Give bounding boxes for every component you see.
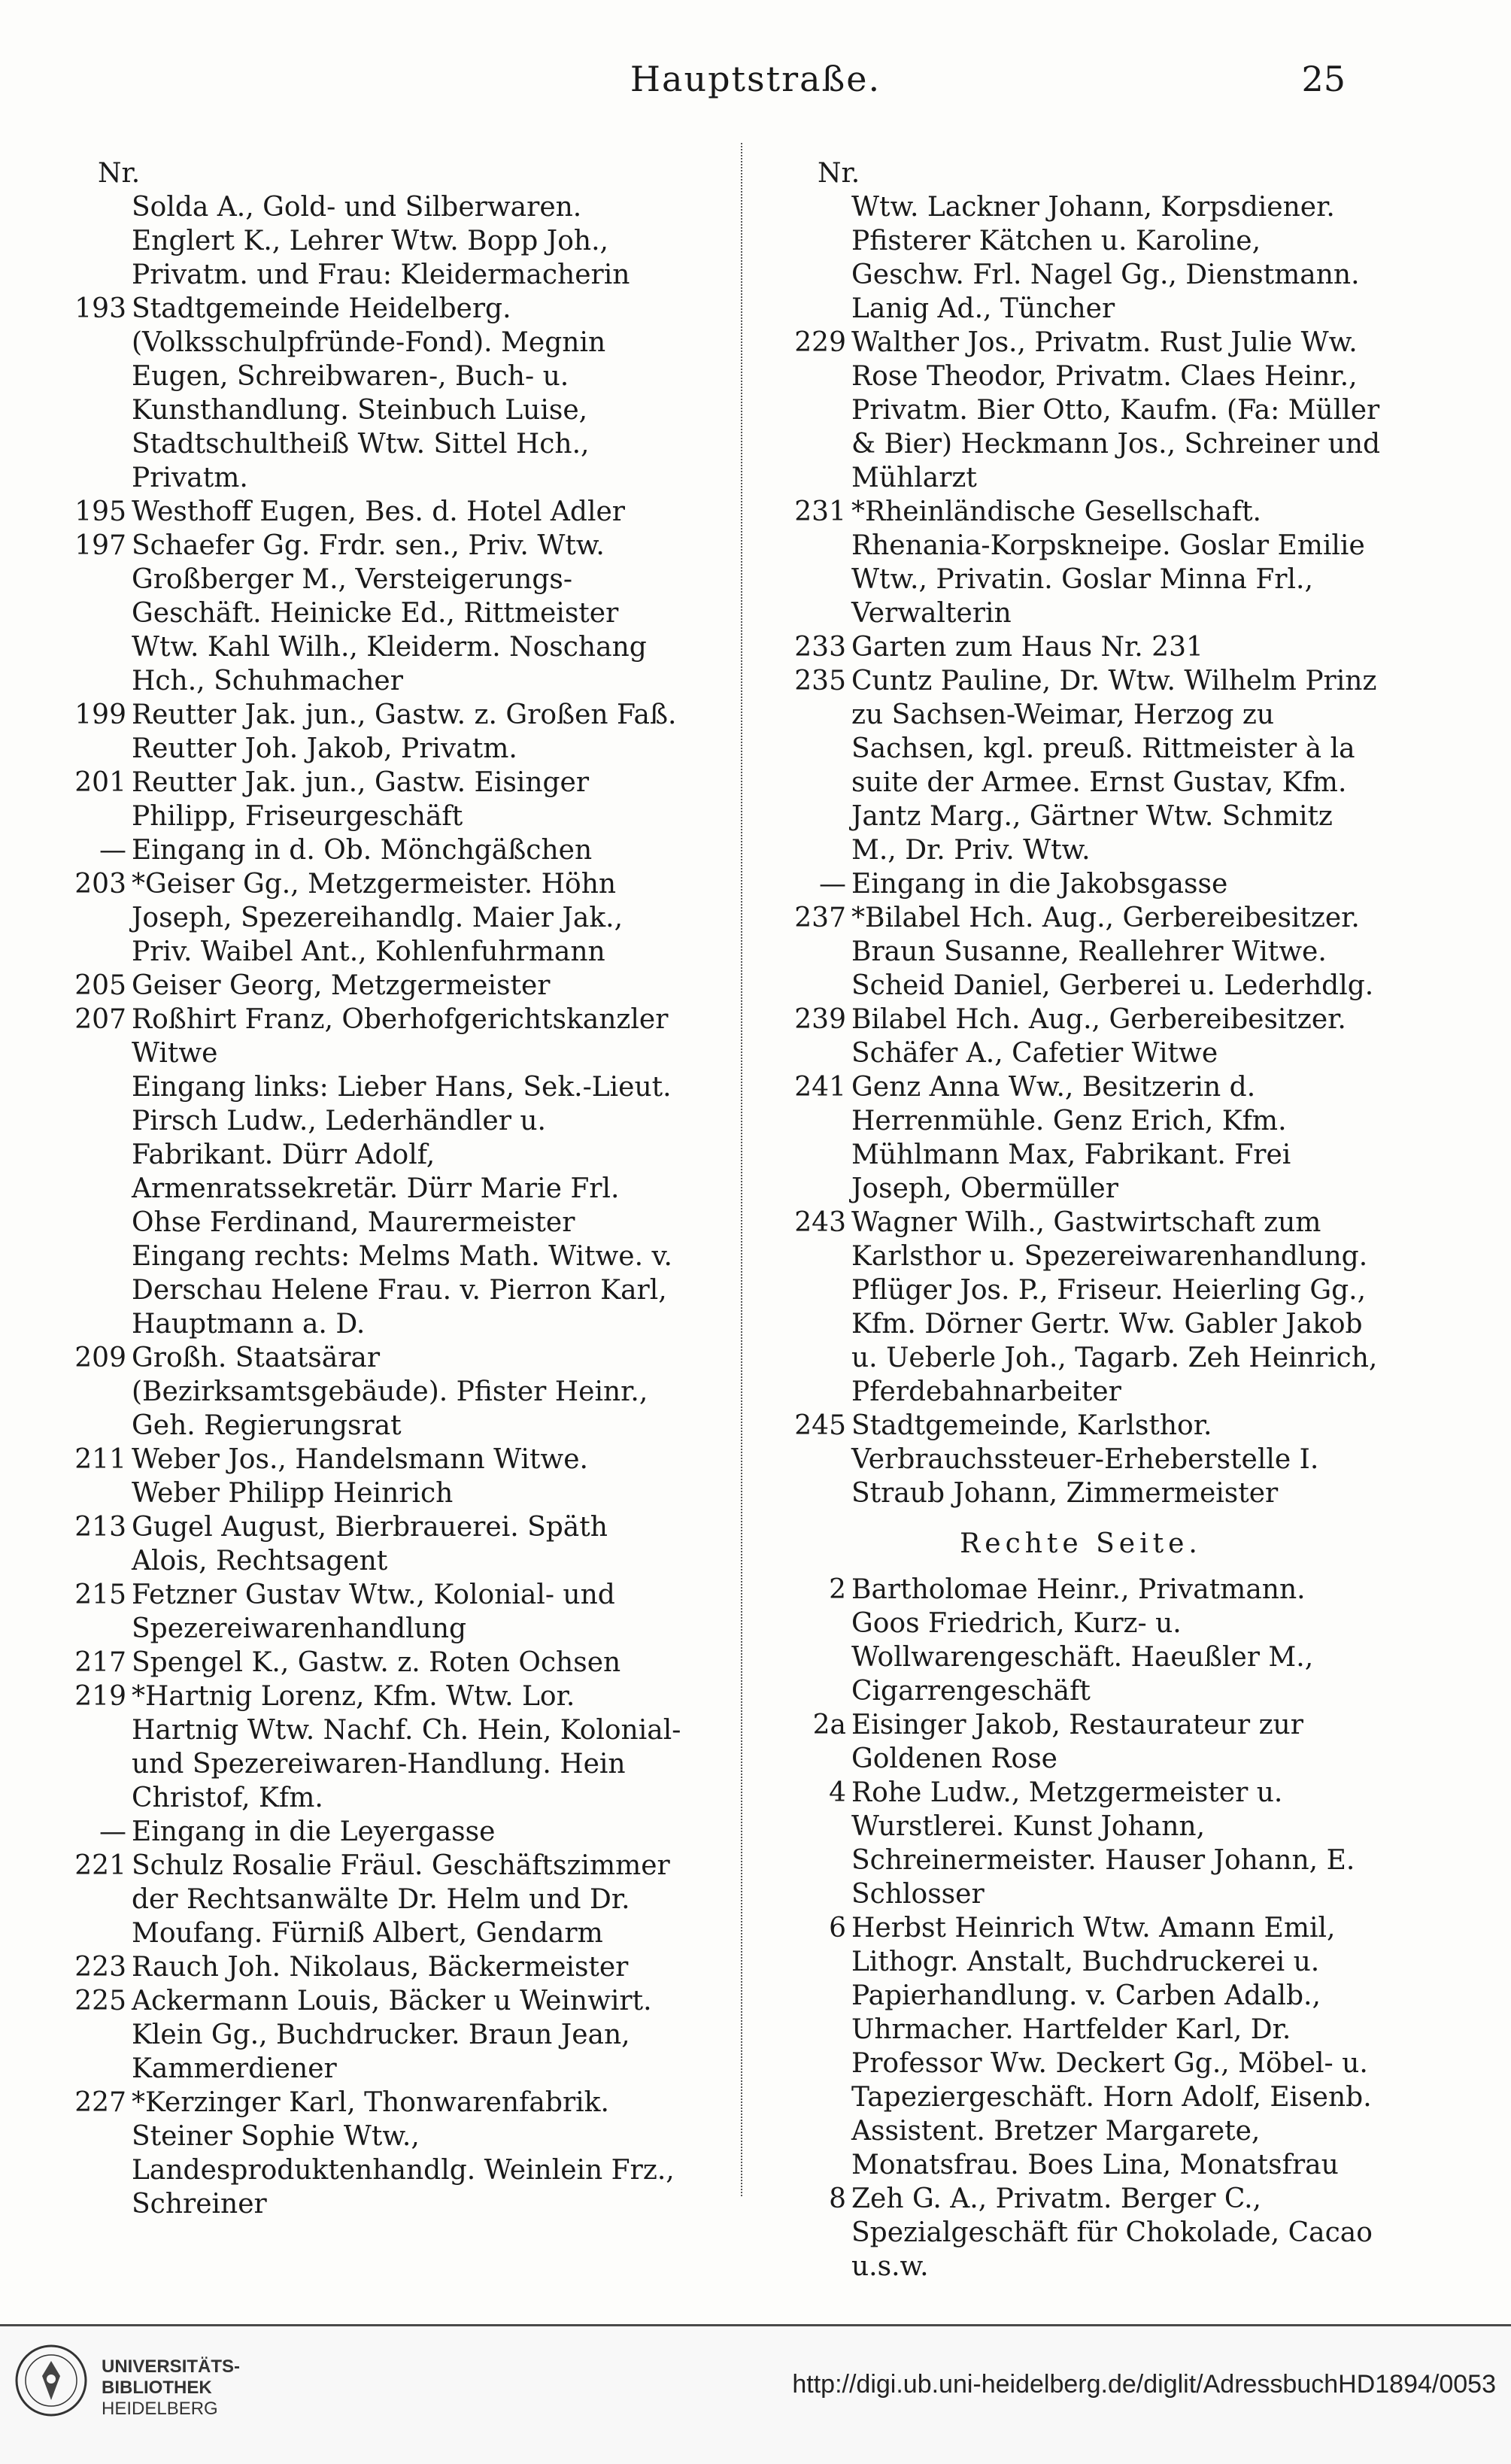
directory-entry bbox=[780, 1573, 1382, 1708]
house-number: 211 bbox=[74, 1444, 126, 1475]
house-number: 2a bbox=[812, 1710, 846, 1740]
directory-entry bbox=[780, 495, 1382, 630]
house-number: 239 bbox=[794, 1004, 846, 1035]
house-number: 209 bbox=[74, 1343, 126, 1373]
left-entries bbox=[60, 190, 684, 2221]
directory-entry bbox=[780, 1776, 1382, 1911]
entry-text: Bartholomae Heinr., Privatmann. Goos Friedrich, Kurz- u. Wollwarengeschäft. Haeußler M., Cigarrengeschäft bbox=[851, 1574, 1314, 1707]
house-number: 213 bbox=[74, 1512, 126, 1543]
entry-text: *Kerzinger Karl, Thonwarenfabrik. Steiner Sophie Wtw., Landesproduktenhandlg. Weinlein Frz., Schreiner bbox=[132, 2087, 675, 2220]
directory-entry bbox=[60, 1950, 684, 1984]
entry-text: Zeh G. A., Privatm. Berger C., Spezialgeschäft für Chokolade, Cacao u.s.w. bbox=[851, 2183, 1373, 2282]
entry-text: Eisinger Jakob, Restaurateur zur Goldenen Rose bbox=[851, 1710, 1303, 1774]
entry-text: Schulz Rosalie Fräul. Geschäftszimmer der Rechtsanwälte Dr. Helm und Dr. Moufang. Fürniß Albert, Gendarm bbox=[132, 1850, 670, 1949]
entry-text: Cuntz Pauline, Dr. Wtw. Wilhelm Prinz zu Sachsen-Weimar, Herzog zu Sachsen, kgl. preuß. Rittmeister à la suite der Armee. Ernst Gustav, Kfm. Jantz Marg., Gärtner Wtw. Schmitz M., Dr. Priv. Wtw. bbox=[851, 666, 1377, 866]
entry-text: Fetzner Gustav Wtw., Kolonial- und Spezereiwarenhandlung bbox=[132, 1579, 615, 1644]
entry-text: Eingang in die Jakobsgasse bbox=[851, 869, 1228, 900]
directory-entry bbox=[60, 190, 684, 292]
footer bbox=[0, 2324, 1511, 2464]
directory-entry bbox=[780, 1911, 1382, 2182]
right-column bbox=[780, 156, 1382, 2283]
entry-text: Stadtgemeinde Heidelberg. (Volksschulpfründe-Fond). Megnin Eugen, Schreibwaren-, Buch- u. Kunsthandlung. Steinbuch Luise, Stadtschultheiß Wtw. Sittel Hch., Privatm. bbox=[132, 293, 606, 493]
house-number: 205 bbox=[74, 970, 126, 1001]
entry-text: Herbst Heinrich Wtw. Amann Emil, Lithogr. Anstalt, Buchdruckerei u. Papierhandlung. v. Carben Adalb., Uhrmacher. Hartfelder Karl, Dr. Professor Ww. Deckert Gg., Möbel- u. Tapeziergeschäft. Horn Adolf, Eisenb. Assistent. Bretzer Margarete, Monatsfrau. Boes Lina, Monatsfrau bbox=[851, 1913, 1372, 2180]
house-number: — bbox=[99, 1816, 126, 1847]
house-number: 201 bbox=[74, 767, 126, 798]
entry-text: Eingang in d. Ob. Mönchgäßchen bbox=[132, 835, 593, 866]
entry-text: Rauch Joh. Nikolaus, Bäckermeister bbox=[132, 1952, 629, 1983]
directory-entry bbox=[60, 1341, 684, 1443]
directory-entry bbox=[780, 1708, 1382, 1776]
entry-text: Weber Jos., Handelsmann Witwe. Weber Philipp Heinrich bbox=[132, 1444, 588, 1509]
directory-entry bbox=[60, 1240, 684, 1341]
entry-text: Ackermann Louis, Bäcker u Weinwirt. Klein Gg., Buchdrucker. Braun Jean, Kammerdiener bbox=[132, 1986, 652, 2084]
nr-label: Nr. bbox=[818, 158, 860, 189]
directory-entry bbox=[60, 495, 684, 529]
house-number: 221 bbox=[74, 1850, 126, 1881]
entry-text: Walther Jos., Privatm. Rust Julie Ww. Rose Theodor, Privatm. Claes Heinr., Privatm. Bier Otto, Kaufm. (Fa: Müller & Bier) Heckmann Jos., Schreiner und Mühlarzt bbox=[851, 327, 1381, 493]
entry-text: *Rheinländische Gesellschaft. Rhenania-Korpskneipe. Goslar Emilie Wtw., Privatin. Goslar Minna Frl., Verwalterin bbox=[851, 496, 1365, 629]
house-number: 223 bbox=[74, 1952, 126, 1983]
left-column bbox=[60, 156, 684, 2221]
page-number: 25 bbox=[1301, 59, 1346, 99]
entry-text: Gugel August, Bierbrauerei. Späth Alois, Rechtsagent bbox=[132, 1512, 608, 1576]
house-number: 217 bbox=[74, 1647, 126, 1678]
directory-entry bbox=[60, 1070, 684, 1240]
directory-entry bbox=[60, 1510, 684, 1578]
entry-text: *Geiser Gg., Metzgermeister. Höhn Joseph, Spezereihandlg. Maier Jak., Priv. Waibel Ant., Kohlenfuhrmann bbox=[132, 869, 624, 967]
house-number: 203 bbox=[74, 869, 126, 900]
house-number: 215 bbox=[74, 1579, 126, 1610]
page-title: Hauptstraße. bbox=[630, 59, 881, 99]
entry-text: Wagner Wilh., Gastwirtschaft zum Karlsthor u. Spezereiwarenhandlung. Pflüger Jos. P., Friseur. Heierling Gg., Kfm. Dörner Gertr. Ww. Gabler Jakob u. Ueberle Joh., Tagarb. Zeh Heinrich, Pferdebahnarbeiter bbox=[851, 1207, 1378, 1407]
directory-entry bbox=[780, 2182, 1382, 2283]
house-number: 199 bbox=[74, 699, 126, 730]
entry-text: *Bilabel Hch. Aug., Gerbereibesitzer. Braun Susanne, Reallehrer Witwe. Scheid Daniel, Gerberei u. Lederhdlg. bbox=[851, 903, 1374, 1001]
house-number: 231 bbox=[794, 496, 846, 527]
directory-entry bbox=[60, 833, 684, 867]
entry-text: Solda A., Gold- und Silberwaren. Englert K., Lehrer Wtw. Bopp Joh., Privatm. und Frau: Kleidermacherin bbox=[132, 192, 630, 290]
column-divider bbox=[741, 143, 742, 2196]
university-seal-icon bbox=[14, 2343, 89, 2418]
house-number: 197 bbox=[74, 530, 126, 561]
directory-entry bbox=[780, 630, 1382, 664]
entry-text: Eingang in die Leyergasse bbox=[132, 1816, 496, 1847]
entry-text: Westhoff Eugen, Bes. d. Hotel Adler bbox=[132, 496, 625, 527]
entry-text: Garten zum Haus Nr. 231 bbox=[851, 632, 1203, 663]
right-entries bbox=[780, 190, 1382, 1510]
directory-entry bbox=[780, 1206, 1382, 1409]
entry-text: Reutter Jak. jun., Gastw. Eisinger Philipp, Friseurgeschäft bbox=[132, 767, 590, 832]
directory-entry bbox=[60, 1849, 684, 1950]
directory-entry bbox=[60, 2086, 684, 2221]
house-number: 8 bbox=[829, 2183, 846, 2214]
entry-text: Bilabel Hch. Aug., Gerbereibesitzer. Schäfer A., Cafetier Witwe bbox=[851, 1004, 1346, 1069]
source-url-link[interactable]: http://digi.ub.uni-heidelberg.de/diglit/AdressbuchHD1894/0053 bbox=[792, 2370, 1496, 2399]
house-number: 4 bbox=[829, 1777, 846, 1808]
entry-text: Geiser Georg, Metzgermeister bbox=[132, 970, 551, 1001]
directory-entry bbox=[60, 969, 684, 1003]
house-number: 233 bbox=[794, 632, 846, 663]
house-number: 225 bbox=[74, 1986, 126, 2016]
house-number: 193 bbox=[74, 293, 126, 324]
entry-text: Eingang rechts: Melms Math. Witwe. v. Derschau Helene Frau. v. Pierron Karl, Hauptmann a. D. bbox=[132, 1241, 672, 1340]
directory-entry bbox=[60, 1815, 684, 1849]
entry-text: Stadtgemeinde, Karlsthor. Verbrauchssteuer-Erheberstelle I. Straub Johann, Zimmermeister bbox=[851, 1410, 1319, 1509]
directory-entry bbox=[60, 529, 684, 698]
directory-entry bbox=[60, 1578, 684, 1646]
directory-entry bbox=[60, 867, 684, 969]
entry-text: Eingang links: Lieber Hans, Sek.-Lieut. Pirsch Ludw., Lederhändler u. Fabrikant. Dürr Adolf, Armenratssekretär. Dürr Marie Frl. Ohse Ferdinand, Maurermeister bbox=[132, 1072, 672, 1238]
directory-entry bbox=[780, 326, 1382, 495]
section-title: Rechte Seite. bbox=[960, 1528, 1202, 1559]
directory-entry bbox=[60, 292, 684, 495]
library-logo-text: UNIVERSITÄTS- BIBLIOTHEK HEIDELBERG bbox=[102, 2356, 241, 2419]
house-number: 227 bbox=[74, 2087, 126, 2118]
house-number: 235 bbox=[794, 666, 846, 696]
house-number: 245 bbox=[794, 1410, 846, 1441]
directory-entry bbox=[60, 1984, 684, 2086]
house-number: — bbox=[819, 869, 846, 900]
house-number: 6 bbox=[829, 1913, 846, 1944]
page-header bbox=[0, 0, 1511, 173]
house-number: 241 bbox=[794, 1072, 846, 1103]
directory-entry bbox=[780, 901, 1382, 1003]
house-number: 195 bbox=[74, 496, 126, 527]
house-number: 237 bbox=[794, 903, 846, 933]
house-number: 207 bbox=[74, 1004, 126, 1035]
entry-text: Schaefer Gg. Frdr. sen., Priv. Wtw. Großberger M., Versteigerungs-Geschäft. Heinicke Ed., Rittmeister Wtw. Kahl Wilh., Kleiderm. Noschang Hch., Schuhmacher bbox=[132, 530, 647, 696]
directory-entry bbox=[780, 1070, 1382, 1206]
entry-text: Rohe Ludw., Metzgermeister u. Wurstlerei. Kunst Johann, Schreinermeister. Hauser Johann, E. Schlosser bbox=[851, 1777, 1355, 1910]
entry-text: Reutter Jak. jun., Gastw. z. Großen Faß. Reutter Joh. Jakob, Privatm. bbox=[132, 699, 677, 764]
entry-text: Genz Anna Ww., Besitzerin d. Herrenmühle. Genz Erich, Kfm. Mühlmann Max, Fabrikant. Frei Joseph, Obermüller bbox=[851, 1072, 1291, 1204]
directory-entry bbox=[60, 1443, 684, 1510]
house-number: 229 bbox=[794, 327, 846, 358]
entry-text: Spengel K., Gastw. z. Roten Ochsen bbox=[132, 1647, 621, 1678]
directory-entry bbox=[780, 664, 1382, 867]
nr-label: Nr. bbox=[98, 158, 141, 189]
house-number: 2 bbox=[829, 1574, 846, 1605]
directory-entry bbox=[60, 698, 684, 766]
house-number: — bbox=[99, 835, 126, 866]
house-number: 243 bbox=[794, 1207, 846, 1238]
directory-entry bbox=[60, 1680, 684, 1815]
entry-text: Wtw. Lackner Johann, Korpsdiener. Pfisterer Kätchen u. Karoline, Geschw. Frl. Nagel Gg., Dienstmann. Lanig Ad., Tüncher bbox=[851, 192, 1360, 324]
entry-text: *Hartnig Lorenz, Kfm. Wtw. Lor. Hartnig Wtw. Nachf. Ch. Hein, Kolonial- und Spezereiwaren-Handlung. Hein Christof, Kfm. bbox=[132, 1681, 681, 1813]
house-number: 219 bbox=[74, 1681, 126, 1712]
entry-text: Roßhirt Franz, Oberhofgerichtskanzler Witwe bbox=[132, 1004, 669, 1069]
directory-entry bbox=[780, 190, 1382, 326]
directory-entry bbox=[780, 867, 1382, 901]
entry-text: Großh. Staatsärar (Bezirksamtsgebäude). Pfister Heinr., Geh. Regierungsrat bbox=[132, 1343, 648, 1441]
directory-entry bbox=[60, 1646, 684, 1680]
right-entries-2 bbox=[780, 1573, 1382, 2283]
directory-entry bbox=[60, 1003, 684, 1070]
directory-entry bbox=[780, 1409, 1382, 1510]
directory-entry bbox=[60, 766, 684, 833]
directory-entry bbox=[780, 1003, 1382, 1070]
